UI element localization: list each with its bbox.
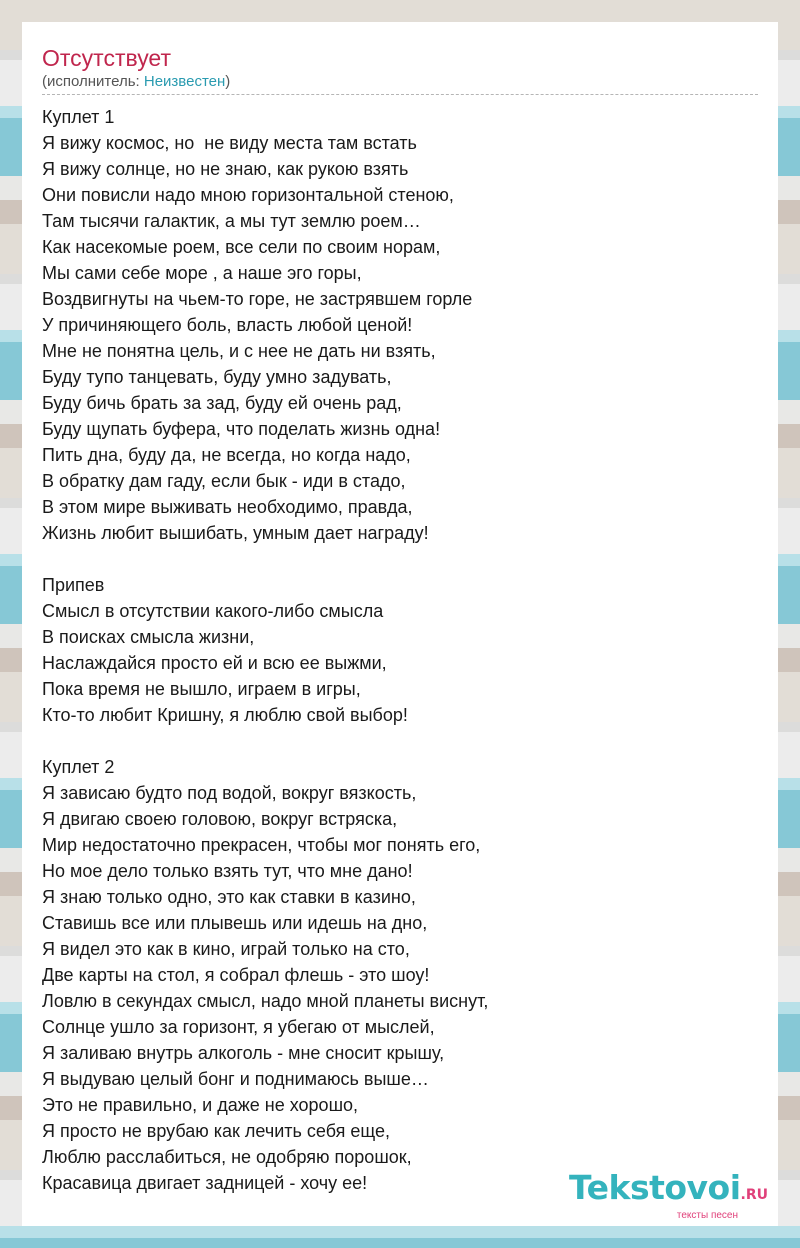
lyric-line: Воздвигнуты на чьем-то горе, не застрявшем горле: [42, 289, 473, 309]
lyric-line: Красавица двигает задницей - хочу ее!: [42, 1173, 368, 1193]
lyrics-card: [22, 22, 778, 1226]
stanza-label: Куплет 2: [42, 757, 115, 777]
logo-name: Tekstovoi: [568, 1168, 741, 1207]
lyric-line: Но мое дело только взять тут, что мне дано!: [42, 861, 413, 881]
lyric-line: Жизнь любит вышибать, умным дает награду!: [42, 523, 429, 543]
lyric-line: Там тысячи галактик, а мы тут землю роем…: [42, 211, 421, 231]
song-title: Отсутствует: [42, 45, 171, 71]
lyric-line: Пока время не вышло, играем в игры,: [42, 679, 361, 699]
lyric-line: Это не правильно, и даже не хорошо,: [42, 1095, 359, 1115]
artist-link[interactable]: Неизвестен: [143, 73, 226, 90]
logo-tld: .RU: [740, 1187, 768, 1203]
lyric-line: Солнце ушло за горизонт, я убегаю от мыслей,: [42, 1017, 435, 1037]
lyric-line: Наслаждайся просто ей и всю ее выжми,: [42, 653, 387, 673]
lyric-line: Я выдуваю целый бонг и поднимаюсь выше…: [42, 1069, 429, 1089]
lyric-line: Я просто не врубаю как лечить себя еще,: [42, 1121, 390, 1141]
lyric-line: Буду щупать буфера, что поделать жизнь одна!: [42, 419, 441, 439]
stanza: [42, 754, 752, 1196]
lyric-line: Они повисли надо мною горизонтальной стеною,: [42, 185, 454, 205]
lyric-line: Смысл в отсутствии какого-либо смысла: [42, 601, 384, 621]
lyric-line: Пить дна, буду да, не всегда, но когда надо,: [42, 445, 411, 465]
lyric-line: Я двигаю своею головою, вокруг встряска,: [42, 809, 398, 829]
site-logo[interactable]: [568, 1168, 768, 1222]
lyric-line: В поисках смысла жизни,: [42, 627, 255, 647]
lyric-line: Буду тупо танцевать, буду умно задувать,: [42, 367, 392, 387]
lyric-line: Мир недостаточно прекрасен, чтобы мог понять его,: [42, 835, 481, 855]
lyric-line: Я видел это как в кино, играй только на сто,: [42, 939, 410, 959]
lyric-line: Ставишь все или плывешь или идешь на дно,: [42, 913, 428, 933]
lyric-line: Люблю расслабиться, не одобряю порошок,: [42, 1147, 412, 1167]
artist-prefix: (исполнитель:: [42, 73, 144, 90]
lyric-line: В этом мире выживать необходимо, правда,: [42, 497, 413, 517]
lyric-line: Ловлю в секундах смысл, надо мной планеты виснут,: [42, 991, 489, 1011]
logo-wordmark: [568, 1168, 768, 1212]
lyric-line: У причиняющего боль, власть любой ценой!: [42, 315, 413, 335]
title-divider: [42, 94, 758, 95]
lyric-line: Я вижу космос, но не виду места там встать: [42, 133, 417, 153]
stanza: [42, 572, 752, 728]
lyric-line: Как насекомые роем, все сели по своим норам,: [42, 237, 441, 257]
lyric-line: Буду бичь брать за зад, буду ей очень рад,: [42, 393, 402, 413]
lyric-line: В обратку дам гаду, если бык - иди в стадо,: [42, 471, 406, 491]
artist-suffix: ): [225, 73, 231, 90]
stanza: [42, 104, 752, 546]
lyric-line: Кто-то любит Кришну, я люблю свой выбор!: [42, 705, 408, 725]
lyric-line: Мы сами себе море , а наше эго горы,: [42, 263, 362, 283]
lyric-line: Я зависаю будто под водой, вокруг вязкость,: [42, 783, 417, 803]
logo-tagline: тексты песен: [676, 1210, 738, 1221]
lyric-line: Две карты на стол, я собрал флешь - это шоу!: [42, 965, 430, 985]
stanza-label: Припев: [42, 575, 105, 595]
lyrics-body: [42, 104, 752, 1222]
lyric-line: Я знаю только одно, это как ставки в казино,: [42, 887, 416, 907]
artist-line: [42, 72, 230, 92]
lyric-line: Мне не понятна цель, и с нее не дать ни взять,: [42, 341, 436, 361]
lyric-line: Я вижу солнце, но не знаю, как рукою взять: [42, 159, 409, 179]
lyric-line: Я заливаю внутрь алкоголь - мне сносит крышу,: [42, 1043, 445, 1063]
stanza-label: Куплет 1: [42, 107, 115, 127]
